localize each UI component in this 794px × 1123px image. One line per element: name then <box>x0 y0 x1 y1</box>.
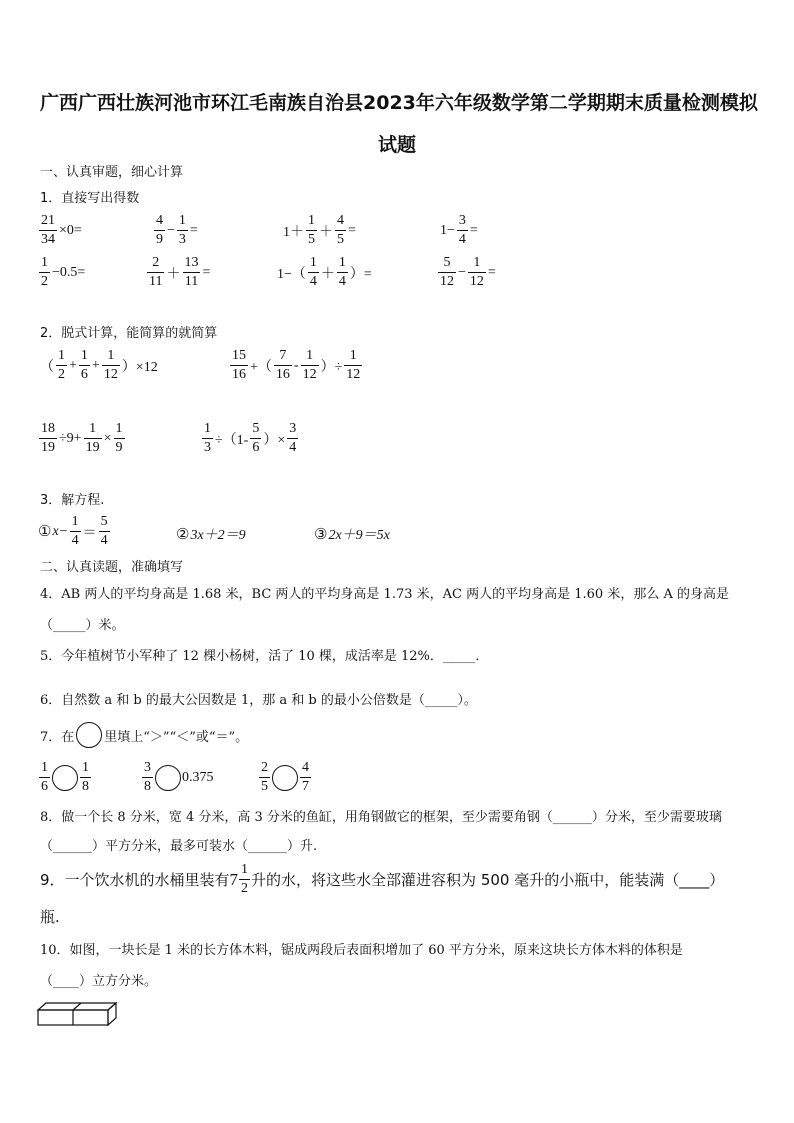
q9-text-line2: 瓶. <box>40 908 60 926</box>
q8-text: 8．做一个长 8 分米，宽 4 分米，高 3 分米的鱼缸，用角钢做它的框架，至少需要角钢（______）分米，至少需要玻璃 <box>40 810 722 825</box>
fraction: $\frac{13}{11}$ <box>184 255 199 290</box>
fraction: $\frac{1}{9}$ <box>115 421 123 456</box>
fraction: $\frac{4}{9}$ <box>156 213 163 248</box>
compare-circle-icon <box>76 722 102 748</box>
fraction: $\frac{1}{3}$ <box>178 213 186 248</box>
q3-equation-1: ① x − $\frac{1}{4}$ ＝ $\frac{5}{4}$ <box>38 514 108 549</box>
fraction: $\frac{1}{5}$ <box>308 213 315 248</box>
q1-item-6: $\frac{2}{11}$ ＋ $\frac{13}{11}$ = <box>149 255 211 290</box>
fraction: $\frac{3}{8}$ <box>144 760 151 795</box>
q7-compare-1 <box>38 760 92 795</box>
section1-heading: 一、认真审题，细心计算 <box>40 165 184 180</box>
page-title: 广西广西壮族河池市环江毛南族自治县2023年六年级数学第二学期期末质量检测模拟 <box>40 92 758 114</box>
q1-item-2: $\frac{4}{9}$ − $\frac{1}{3}$ = <box>156 213 198 248</box>
fraction: $\frac{7}{16}$ <box>275 348 290 383</box>
q1-item-5: $\frac{1}{2}$ −0.5= <box>41 255 86 290</box>
q1-item-7: 1−（ $\frac{1}{4}$ ＋ $\frac{1}{4}$ ）= <box>277 255 372 290</box>
fraction: $\frac{18}{19}$ <box>41 421 55 456</box>
q1-item-1: $\frac{21}{34}$ ×0= <box>41 213 82 248</box>
cuboid-figure <box>36 1000 126 1030</box>
section2-heading: 二、认真读题，准确填写 <box>40 560 184 575</box>
fraction: $\frac{1}{2}$ <box>58 348 65 383</box>
fraction: $\frac{5}{12}$ <box>440 255 454 290</box>
q5-text: 5．今年植树节小军种了 12 棵小杨树，活了 10 棵，成活率是 12%．_____． <box>40 649 489 664</box>
fraction: $\frac{2}{11}$ <box>149 255 163 290</box>
q2-expr-2: $\frac{15}{16}$ +（ $\frac{7}{16}$ - $\frac{1}{12}$ ）÷ $\frac{1}{12}$ <box>232 348 361 383</box>
compare-circle[interactable] <box>272 765 298 791</box>
fraction: $\frac{1}{12}$ <box>469 255 484 290</box>
q1-item-4: 1− $\frac{3}{4}$ = <box>440 213 478 248</box>
q9-text: 9．一个饮水机的水桶里装有 7 $\frac{1}{2}$ 升的水，将这些水全部灌进容积为 500 毫升的小瓶中，能装满（____） <box>40 862 725 897</box>
cut-line-top <box>73 1003 81 1010</box>
fraction: $\frac{1}{12}$ <box>346 348 361 383</box>
q8-text-line2: （______）平方分米，最多可装水（______）升. <box>40 839 318 854</box>
fraction: $\frac{3}{4}$ <box>458 213 466 248</box>
fraction: $\frac{4}{7}$ <box>302 760 309 795</box>
page-title-line2: 试题 <box>378 134 417 156</box>
q1-label: 1．直接写出得数 <box>40 191 140 206</box>
compare-circle[interactable] <box>52 765 78 791</box>
q6-text: 6．自然数 a 和 b 的最大公因数是 1，那 a 和 b 的最小公倍数是（_____）。 <box>40 693 477 708</box>
fraction: $\frac{1}{12}$ <box>103 348 118 383</box>
q10-text: 10．如图，一块长是 1 米的长方体木料，锯成两段后表面积增加了 60 平方分米，原来这块长方体木料的体积是 <box>40 943 683 958</box>
fraction: $\frac{5}{6}$ <box>252 421 260 456</box>
q4-text-line2: （_____）米。 <box>40 618 125 633</box>
fraction: $\frac{1}{4}$ <box>71 514 79 549</box>
fraction: $\frac{21}{34}$ <box>41 213 55 248</box>
q4-text: 4．AB 两人的平均身高是 1.68 米，BC 两人的平均身高是 1.73 米，AC 两人的平均身高是 1.60 米，那么 A 的身高是 <box>40 587 729 602</box>
q2-label: 2．脱式计算，能简算的就简算 <box>40 326 218 341</box>
fraction: $\frac{1}{4}$ <box>338 255 346 290</box>
q1-item-8: $\frac{5}{12}$ − $\frac{1}{12}$ = <box>440 255 496 290</box>
q3-equation-3: ③ 2x＋9＝5x <box>314 526 390 543</box>
fraction: $\frac{3}{4}$ <box>289 421 297 456</box>
q2-expr-1: （ $\frac{1}{2}$ + $\frac{1}{6}$ + $\frac{1}{12}$ ）×12 <box>40 348 158 383</box>
fraction: $\frac{1}{2}$ <box>41 255 48 290</box>
fraction: $\frac{1}{4}$ <box>309 255 317 290</box>
fraction: $\frac{1}{3}$ <box>204 421 211 456</box>
fraction: $\frac{1}{2}$ <box>241 862 249 897</box>
q2-expr-4: $\frac{1}{3}$ ÷（1- $\frac{5}{6}$ ）× $\frac{3}{4}$ <box>204 421 297 456</box>
q2-expr-3: $\frac{18}{19}$ ÷9+ $\frac{1}{19}$ × $\frac{1}{9}$ <box>41 421 123 456</box>
q1-item-3: 1＋ $\frac{1}{5}$ ＋ $\frac{4}{5}$ = <box>283 213 356 248</box>
q7-instruction: 7．在 里填上“＞”“＜”或“＝”。 <box>40 722 248 748</box>
fraction: $\frac{2}{5}$ <box>261 760 268 795</box>
fraction: $\frac{4}{5}$ <box>337 213 344 248</box>
q3-equation-2: ② 3x＋2＝9 <box>176 526 246 543</box>
fraction: $\frac{1}{6}$ <box>41 760 48 795</box>
fraction: $\frac{15}{16}$ <box>232 348 246 383</box>
compare-circle[interactable] <box>155 765 181 791</box>
q10-text-line2: （____）立方分米。 <box>40 974 158 989</box>
fraction: $\frac{1}{8}$ <box>82 760 89 795</box>
mixed-number: 7 $\frac{1}{2}$ <box>229 862 249 897</box>
q3-label: 3．解方程. <box>40 493 105 508</box>
fraction: $\frac{1}{12}$ <box>302 348 317 383</box>
cuboid-side-face <box>108 1003 116 1025</box>
fraction: $\frac{5}{4}$ <box>100 514 108 549</box>
fraction: $\frac{1}{6}$ <box>80 348 88 383</box>
fraction: $\frac{1}{19}$ <box>85 421 100 456</box>
q7-compare-2: $\frac{3}{8}$ 0.375 <box>144 760 214 795</box>
q7-compare-3 <box>258 760 312 795</box>
